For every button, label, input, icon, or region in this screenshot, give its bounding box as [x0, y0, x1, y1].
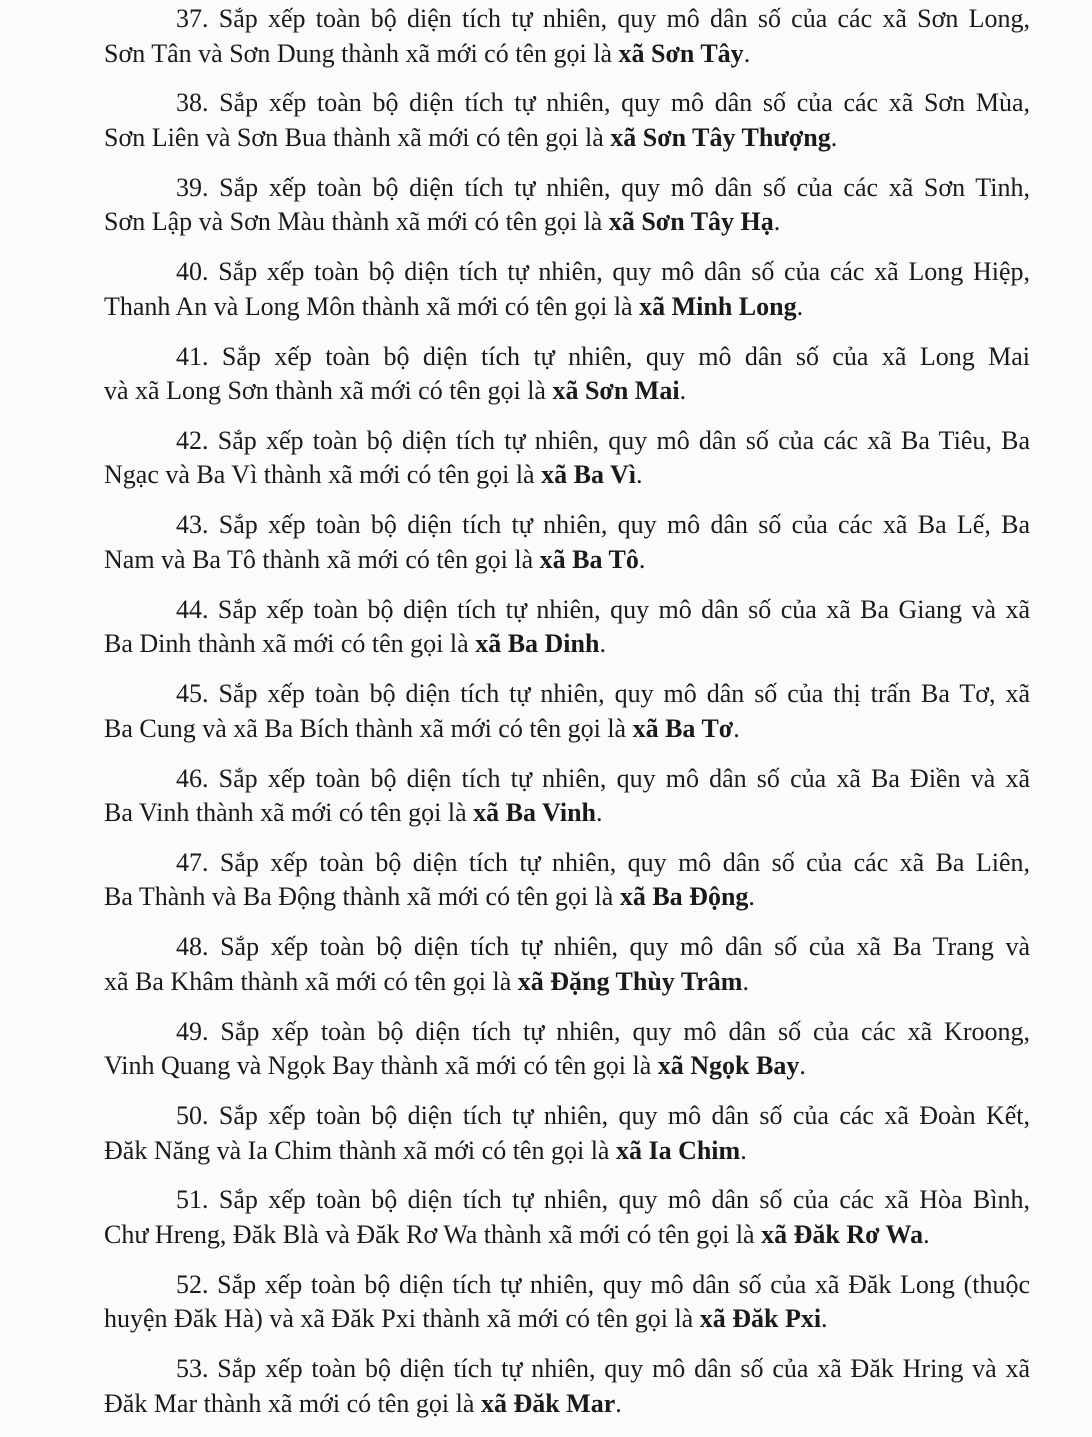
item-second-line: Ba Vinh thành xã mới có tên gọi là: [104, 798, 474, 828]
item-first-line: 42. Sắp xếp toàn bộ diện tích tự nhiên, quy mô dân số của các xã Ba Tiêu, Ba: [176, 425, 1030, 455]
article-item-44: 44. Sắp xếp toàn bộ diện tích tự nhiên, quy mô dân số của xã Ba Giang và xã Ba Dinh thành xã mới có tên gọi là xã Ba Dinh.: [104, 594, 1030, 659]
item-first-line: 37. Sắp xếp toàn bộ diện tích tự nhiên, quy mô dân số của các xã Sơn Long,: [176, 4, 1030, 33]
new-commune-name: xã Sơn Tây Hạ: [608, 207, 774, 237]
item-first-line: 49. Sắp xếp toàn bộ diện tích tự nhiên, quy mô dân số của các xã Kroong,: [176, 1016, 1030, 1046]
item-first-line: 51. Sắp xếp toàn bộ diện tích tự nhiên, quy mô dân số của các xã Hòa Bình,: [176, 1185, 1030, 1215]
article-item-43: 43. Sắp xếp toàn bộ diện tích tự nhiên, quy mô dân số của các xã Ba Lế, Ba Nam và Ba Tô thành xã mới có tên gọi là xã Ba Tô.: [104, 510, 1030, 574]
item-second-line: Sơn Lập và Sơn Màu thành xã mới có tên gọi là: [104, 207, 609, 237]
new-commune-name: xã Ba Động: [619, 882, 749, 912]
new-commune-name: xã Sơn Tây: [618, 38, 744, 68]
item-second-line: và xã Long Sơn thành xã mới có tên gọi là: [104, 376, 553, 406]
article-item-46: 46. Sắp xếp toàn bộ diện tích tự nhiên, quy mô dân số của xã Ba Điền và xã Ba Vinh thành xã mới có tên gọi là xã Ba Vinh.: [104, 763, 1030, 828]
item-first-line: 44. Sắp xếp toàn bộ diện tích tự nhiên, quy mô dân số của xã Ba Giang và xã: [176, 594, 1030, 624]
article-item-37: 37. Sắp xếp toàn bộ diện tích tự nhiên, quy mô dân số của các xã Sơn Long, Sơn Tân và Sơn Dung thành xã mới có tên gọi là xã Sơn Tây.: [104, 4, 1030, 68]
item-second-line: Ba Thành và Ba Động thành xã mới có tên gọi là: [104, 882, 620, 912]
article-item-53: 53. Sắp xếp toàn bộ diện tích tự nhiên, quy mô dân số của xã Đăk Hring và xã Đăk Mar thành xã mới có tên gọi là xã Đăk Mar.: [104, 1354, 1030, 1418]
item-first-line: 46. Sắp xếp toàn bộ diện tích tự nhiên, quy mô dân số của xã Ba Điền và xã: [176, 763, 1030, 793]
item-first-line: 52. Sắp xếp toàn bộ diện tích tự nhiên, quy mô dân số của xã Đăk Long (thuộc: [176, 1269, 1030, 1299]
article-item-49: 49. Sắp xếp toàn bộ diện tích tự nhiên, quy mô dân số của các xã Kroong, Vinh Quang và Ngọk Bay thành xã mới có tên gọi là xã Ngọk Bay.: [104, 1016, 1030, 1081]
article-item-51: 51. Sắp xếp toàn bộ diện tích tự nhiên, quy mô dân số của các xã Hòa Bình, Chư Hreng, Đăk Blà và Đăk Rơ Wa thành xã mới có tên gọi là xã Đăk Rơ Wa.: [104, 1185, 1030, 1249]
new-commune-name: xã Ngọk Bay: [657, 1051, 800, 1081]
item-second-line: huyện Đăk Hà) và xã Đăk Pxi thành xã mới có tên gọi là: [104, 1304, 700, 1334]
new-commune-name: xã Ba Tơ: [632, 713, 734, 743]
item-second-line: Nam và Ba Tô thành xã mới có tên gọi là: [104, 544, 540, 574]
item-second-line: Sơn Liên và Sơn Bua thành xã mới có tên gọi là: [104, 122, 611, 152]
article-item-38: 38. Sắp xếp toàn bộ diện tích tự nhiên, quy mô dân số của các xã Sơn Mùa, Sơn Liên và Sơn Bua thành xã mới có tên gọi là xã Sơn Tây Thượng.: [104, 88, 1030, 152]
article-item-41: 41. Sắp xếp toàn bộ diện tích tự nhiên, quy mô dân số của xã Long Mai và xã Long Sơn thành xã mới có tên gọi là xã Sơn Mai.: [104, 341, 1030, 406]
item-second-line: Vinh Quang và Ngọk Bay thành xã mới có tên gọi là: [104, 1051, 658, 1081]
article-item-39: 39. Sắp xếp toàn bộ diện tích tự nhiên, quy mô dân số của các xã Sơn Tinh, Sơn Lập và Sơn Màu thành xã mới có tên gọi là xã Sơn Tây Hạ.: [104, 172, 1030, 237]
new-commune-name: xã Ba Vì: [541, 460, 636, 490]
item-first-line: 38. Sắp xếp toàn bộ diện tích tự nhiên, quy mô dân số của các xã Sơn Mùa,: [176, 88, 1030, 118]
article-item-48: 48. Sắp xếp toàn bộ diện tích tự nhiên, quy mô dân số của xã Ba Trang và xã Ba Khâm thành xã mới có tên gọi là xã Đặng Thùy Trâm.: [104, 932, 1030, 996]
new-commune-name: xã Ba Tô: [539, 544, 639, 574]
new-commune-name: xã Ba Dinh: [475, 629, 600, 659]
item-second-line: Đăk Năng và Ia Chim thành xã mới có tên gọi là: [104, 1135, 616, 1165]
article-item-45: 45. Sắp xếp toàn bộ diện tích tự nhiên, quy mô dân số của thị trấn Ba Tơ, xã Ba Cung và xã Ba Bích thành xã mới có tên gọi là xã Ba Tơ.: [104, 679, 1030, 743]
new-commune-name: xã Đăk Mar: [480, 1388, 616, 1418]
item-first-line: 48. Sắp xếp toàn bộ diện tích tự nhiên, quy mô dân số của xã Ba Trang và: [176, 932, 1030, 962]
item-second-line: Đăk Mar thành xã mới có tên gọi là: [104, 1388, 481, 1418]
item-second-line: xã Ba Khâm thành xã mới có tên gọi là: [104, 966, 518, 996]
item-first-line: 50. Sắp xếp toàn bộ diện tích tự nhiên, quy mô dân số của các xã Đoàn Kết,: [176, 1101, 1030, 1131]
article-item-50: 50. Sắp xếp toàn bộ diện tích tự nhiên, quy mô dân số của các xã Đoàn Kết, Đăk Năng và Ia Chim thành xã mới có tên gọi là xã Ia Chim.: [104, 1101, 1030, 1165]
article-item-47: 47. Sắp xếp toàn bộ diện tích tự nhiên, quy mô dân số của các xã Ba Liên, Ba Thành và Ba Động thành xã mới có tên gọi là xã Ba Động.: [104, 847, 1030, 912]
article-item-42: 42. Sắp xếp toàn bộ diện tích tự nhiên, quy mô dân số của các xã Ba Tiêu, Ba Ngạc và Ba Vì thành xã mới có tên gọi là xã Ba Vì.: [104, 425, 1030, 490]
new-commune-name: xã Sơn Mai: [552, 376, 680, 406]
item-second-line: Ngạc và Ba Vì thành xã mới có tên gọi là: [104, 460, 542, 490]
new-commune-name: xã Đăk Pxi: [699, 1304, 822, 1334]
new-commune-name: xã Đăk Rơ Wa: [761, 1219, 924, 1249]
item-first-line: 43. Sắp xếp toàn bộ diện tích tự nhiên, quy mô dân số của các xã Ba Lế, Ba: [176, 510, 1030, 540]
item-first-line: 41. Sắp xếp toàn bộ diện tích tự nhiên, quy mô dân số của xã Long Mai: [176, 341, 1030, 371]
item-first-line: 45. Sắp xếp toàn bộ diện tích tự nhiên, quy mô dân số của thị trấn Ba Tơ, xã: [176, 679, 1030, 709]
new-commune-name: xã Minh Long: [639, 291, 797, 321]
item-first-line: 40. Sắp xếp toàn bộ diện tích tự nhiên, quy mô dân số của các xã Long Hiệp,: [176, 257, 1030, 287]
item-second-line: Chư Hreng, Đăk Blà và Đăk Rơ Wa thành xã mới có tên gọi là: [104, 1219, 762, 1249]
item-first-line: 47. Sắp xếp toàn bộ diện tích tự nhiên, quy mô dân số của các xã Ba Liên,: [176, 847, 1030, 877]
article-item-40: 40. Sắp xếp toàn bộ diện tích tự nhiên, quy mô dân số của các xã Long Hiệp, Thanh An và Long Môn thành xã mới có tên gọi là xã Minh Long.: [104, 257, 1030, 321]
new-commune-name: xã Ba Vinh: [473, 798, 596, 828]
article-item-52: 52. Sắp xếp toàn bộ diện tích tự nhiên, quy mô dân số của xã Đăk Long (thuộc huyện Đăk Hà) và xã Đăk Pxi thành xã mới có tên gọi là xã Đăk Pxi.: [104, 1269, 1030, 1334]
item-second-line: Ba Dinh thành xã mới có tên gọi là: [104, 629, 476, 659]
item-second-line: Sơn Tân và Sơn Dung thành xã mới có tên gọi là: [104, 38, 619, 68]
new-commune-name: xã Sơn Tây Thượng: [610, 122, 831, 152]
item-first-line: 39. Sắp xếp toàn bộ diện tích tự nhiên, quy mô dân số của các xã Sơn Tinh,: [176, 172, 1030, 202]
item-second-line: Ba Cung và xã Ba Bích thành xã mới có tên gọi là: [104, 713, 633, 743]
new-commune-name: xã Đặng Thùy Trâm: [517, 966, 743, 996]
item-first-line: 53. Sắp xếp toàn bộ diện tích tự nhiên, quy mô dân số của xã Đăk Hring và xã: [176, 1354, 1030, 1384]
item-second-line: Thanh An và Long Môn thành xã mới có tên gọi là: [104, 291, 640, 321]
new-commune-name: xã Ia Chim: [615, 1135, 741, 1165]
